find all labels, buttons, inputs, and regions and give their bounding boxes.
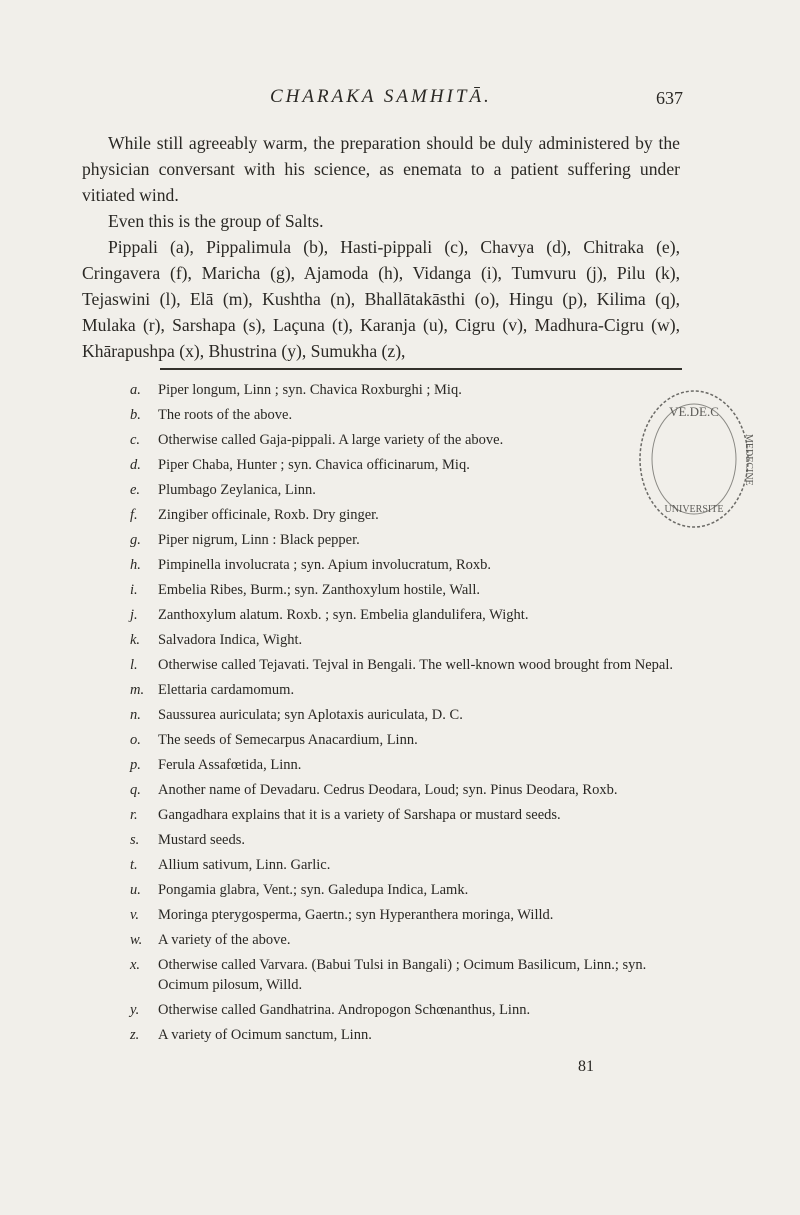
footnote-label: i. — [130, 582, 138, 598]
footnote-text: Salvadora Indica, Wight. — [158, 632, 303, 648]
footnote-label: h. — [130, 557, 141, 573]
footnote-label: d. — [130, 457, 141, 473]
stamp-text-side: MEDECINE — [743, 434, 754, 486]
footnote-label: w. — [130, 932, 143, 948]
footnote-f — [92, 505, 692, 525]
footnote-label: x. — [130, 957, 141, 973]
footnote-text: Otherwise called Gaja-pippali. A large variety of the above. — [158, 432, 504, 448]
footnote-p — [92, 755, 692, 775]
footnote-label: g. — [130, 532, 141, 548]
footnote-w — [92, 930, 692, 950]
footnote-text: Elettaria cardamomum. — [158, 682, 295, 698]
footnote-l — [92, 655, 692, 675]
footnote-label: f. — [130, 507, 138, 523]
footnote-label: v. — [130, 907, 139, 923]
footnote-j — [92, 605, 692, 625]
running-header — [0, 86, 800, 116]
footnote-e — [92, 480, 692, 500]
footnote-u — [92, 880, 692, 900]
stamp-text-top: VE.DE.C — [669, 404, 719, 419]
footnote-text: Piper nigrum, Linn : Black pepper. — [158, 532, 360, 548]
footnote-text: Saussurea auriculata; syn Aplotaxis auriculata, D. C. — [158, 707, 463, 723]
footnote-s — [92, 830, 692, 850]
footnote-label: o. — [130, 732, 141, 748]
footnote-z — [92, 1025, 692, 1045]
footnote-text: Embelia Ribes, Burm.; syn. Zanthoxylum hostile, Wall. — [158, 582, 480, 598]
footnote-label: y. — [130, 1002, 140, 1018]
paragraph-3: Pippali (a), Pippalimula (b), Hasti-pippali (c), Chavya (d), Chitraka (e), Cringavera (f), Maricha (g), Ajamoda (h), Vidanga (i), Tumvuru (j), Pilu (k), Tejaswini (l), Elā (m), Kushtha (n), Bhallātakāsthi (o), Hingu (p), Kilima (q), Mulaka (r), Sarshapa (s), Laçuna (t), Karanja (u), Cigru (v), Madhura-Cigru (w), Khārapushpa (x), Bhustrina (y), Sumukha (z), — [82, 237, 680, 361]
footnote-text: Mustard seeds. — [158, 832, 245, 848]
page-number: 637 — [656, 88, 683, 108]
footnote-h — [92, 555, 692, 575]
footnote-text: Pongamia glabra, Vent.; syn. Galedupa Indica, Lamk. — [158, 882, 469, 898]
footnote-label: j. — [130, 607, 138, 623]
footnote-label: r. — [130, 807, 138, 823]
footnote-text: Plumbago Zeylanica, Linn. — [158, 482, 316, 498]
main-text — [82, 130, 680, 364]
footnote-label: c. — [130, 432, 141, 448]
footnote-divider — [160, 368, 682, 370]
header-title: CHARAKA SAMHITĀ. — [270, 86, 492, 107]
signature-mark: 81 — [578, 1058, 594, 1075]
footnote-c — [92, 430, 692, 450]
footnote-text: A variety of the above. — [158, 932, 291, 948]
footnote-text: Otherwise called Gandhatrina. Andropogon Schœnanthus, Linn. — [158, 1002, 531, 1018]
stamp-text-bottom: UNIVERSITE — [664, 504, 724, 515]
footnote-y — [92, 1000, 692, 1020]
footnotes — [92, 380, 692, 1050]
footnote-m — [92, 680, 692, 700]
footnote-text: Piper longum, Linn ; syn. Chavica Roxburghi ; Miq. — [158, 382, 462, 398]
footnote-label: a. — [130, 382, 141, 398]
footnote-text: Gangadhara explains that it is a variety of Sarshapa or mustard seeds. — [158, 807, 561, 823]
footnote-n — [92, 705, 692, 725]
footnote-text: Otherwise called Varvara. (Babui Tulsi in Bangali) ; Ocimum Basilicum, Linn.; syn. Ocimum pilosum, Willd. — [158, 957, 647, 993]
footnote-g — [92, 530, 692, 550]
footnote-label: s. — [130, 832, 140, 848]
footnote-i — [92, 580, 692, 600]
footnote-t — [92, 855, 692, 875]
footnote-text: Moringa pterygosperma, Gaertn.; syn Hyperanthera moringa, Willd. — [158, 907, 554, 923]
footnote-a — [92, 380, 692, 400]
footnote-label: t. — [130, 857, 138, 873]
footnote-text: Zingiber officinale, Roxb. Dry ginger. — [158, 507, 379, 523]
footnote-label: n. — [130, 707, 141, 723]
footnote-text: Ferula Assafœtida, Linn. — [158, 757, 302, 773]
footnote-label: z. — [130, 1027, 140, 1043]
footnote-text: The roots of the above. — [158, 407, 293, 423]
footnote-label: q. — [130, 782, 141, 798]
footnote-label: l. — [130, 657, 138, 673]
footnote-v — [92, 905, 692, 925]
footnote-text: A variety of Ocimum sanctum, Linn. — [158, 1027, 372, 1043]
footnote-text: Piper Chaba, Hunter ; syn. Chavica officinarum, Miq. — [158, 457, 470, 473]
footnote-text: Another name of Devadaru. Cedrus Deodara, Loud; syn. Pinus Deodara, Roxb. — [158, 782, 618, 798]
paragraph-1: While still agreeably warm, the preparation should be duly administered by the physician conversant with his science, as enemata to a patient suffering under vitiated wind. — [82, 133, 680, 205]
footnote-text: Pimpinella involucrata ; syn. Apium involucratum, Roxb. — [158, 557, 492, 573]
footnote-text: Allium sativum, Linn. Garlic. — [158, 857, 331, 873]
footnote-d — [92, 455, 692, 475]
paragraph-2: Even this is the group of Salts. — [108, 211, 324, 231]
footnote-label: u. — [130, 882, 141, 898]
footnote-label: m. — [130, 682, 145, 698]
footnote-q — [92, 780, 692, 800]
footnote-b — [92, 405, 692, 425]
footnote-text: Otherwise called Tejavati. Tejval in Bengali. The well-known wood brought from Nepal. — [158, 657, 674, 673]
footnote-label: p. — [130, 757, 141, 773]
footnote-k — [92, 630, 692, 650]
footnote-text: The seeds of Semecarpus Anacardium, Linn. — [158, 732, 418, 748]
footnote-r — [92, 805, 692, 825]
footnote-o — [92, 730, 692, 750]
footnote-text: Zanthoxylum alatum. Roxb. ; syn. Embelia glandulifera, Wight. — [158, 607, 529, 623]
footnote-label: b. — [130, 407, 141, 423]
footnote-label: k. — [130, 632, 141, 648]
footnote-x — [92, 955, 692, 995]
footnote-label: e. — [130, 482, 141, 498]
